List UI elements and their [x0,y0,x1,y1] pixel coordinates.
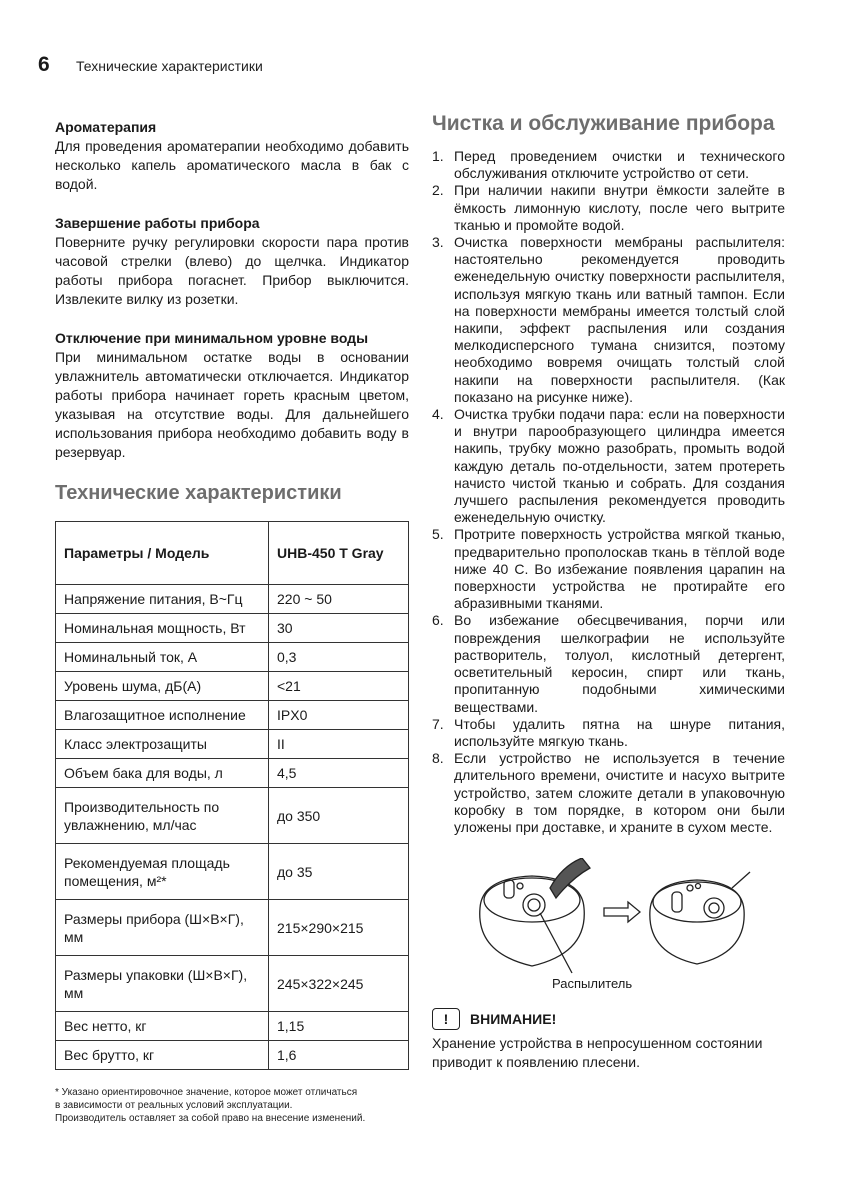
lowwater-title: Отключение при минимальном уровне воды [55,330,369,346]
row-value: 30 [269,614,409,643]
row-value: 245×322×245 [269,956,409,1012]
aroma-section [55,118,409,194]
list-item: 5. Протрите поверхность устройства мягкой тканью, предварительно прополоскав ткань в тёплой воде ниже 40 С. Во избежание появления царапин на поверхности устройства не протирайте его абразивными тканями. [432,526,785,612]
cleaning-steps [432,148,785,836]
step-text: Очистка поверхности мембраны распылителя: настоятельно рекомендуется проводить еженедельную очистку поверхности распылителя, используя мягкую ткань или ватный тампон. Если на поверхности мембраны имеется толстый слой накипи, эффект распыления или создания мелкодисперсного тумана снизится, поэтому необходимо вовремя очищать толстый слой накипи на поверхности распылителя. (Как показано на рисунке ниже). [454,234,785,405]
row-label: Размеры упаковки (Ш×В×Г), мм [56,956,269,1012]
nebulizer-figure [432,858,785,1008]
table-row [56,643,409,672]
row-value: 220 ~ 50 [269,585,409,614]
step-text: Чтобы удалить пятна на шнуре питания, используйте мягкую ткань. [454,715,785,749]
row-value: до 350 [269,788,409,844]
step-text: Очистка трубки подачи пара: если на поверхности и внутри парообразующего цилиндра имеется накипь, трубку можно разобрать, промыть водой каждую деталь по-отдельности, затем протереть начисто чистой тканью и собрать. Для создания лучшего распыления рекомендуется проводить еженедельную очистку. [454,406,785,526]
table-header-param: Параметры / Модель [56,522,269,585]
finish-title: Завершение работы прибора [55,215,260,231]
specs-table [55,521,409,1070]
table-row [56,585,409,614]
row-value: 1,15 [269,1012,409,1041]
step-text: При наличии накипи внутри ёмкости залейте в ёмкость лимонную кислоту, после чего вытрите тканью и промойте водой. [454,182,785,233]
row-value: до 35 [269,844,409,900]
page-number: 6 [38,53,50,76]
row-value: 4,5 [269,759,409,788]
list-item: 3. Очистка поверхности мембраны распылителя: настоятельно рекомендуется проводить еженедельную очистку поверхности распылителя, используя мягкую ткань или ватный тампон. Если на поверхности мембраны имеется толстый слой накипи, эффект распыления или создания мелкодисперсного тумана снизится, поэтому необходимо вовремя очищать толстый слой накипи на поверхности распылителя. (Как показано на рисунке ниже). [432,234,785,405]
table-header-row [56,522,409,585]
step-text: Перед проведением очистки и технического обслуживания отключите устройство от сети. [454,148,785,182]
list-item: 7. Чтобы удалить пятна на шнуре питания, используйте мягкую ткань. [432,715,785,749]
table-row [56,730,409,759]
table-row [56,788,409,844]
table-row [56,956,409,1012]
list-item: 6. Во избежание обесцвечивания, порчи или повреждения шелкографии не используйте растворитель, толуол, кислотный детергент, осветительный керосин, спирт или ткань, пропитанную подобными химическими веществами. [432,612,785,715]
warning-text: Хранение устройства в непросушенном состоянии приводит к появлению плесени. [432,1035,763,1071]
aroma-text: Для проведения ароматерапии необходимо добавить несколько капель ароматического масла в бак с водой. [55,138,409,192]
list-item: 4. Очистка трубки подачи пара: если на поверхности и внутри парообразующего цилиндра имеется накипь, трубку можно разобрать, промыть водой каждую деталь по-отдельности, затем протереть начисто чистой тканью и собрать. Для создания лучшего распыления рекомендуется проводить еженедельную очистку. [432,406,785,526]
aroma-title: Ароматерапия [55,119,157,135]
lowwater-section [55,329,409,462]
row-value: <21 [269,672,409,701]
row-label: Вес нетто, кг [56,1012,269,1041]
row-label: Влагозащитное исполнение [56,701,269,730]
left-column [55,118,409,1125]
footnote-line: в зависимости от реальных условий эксплуатации. [55,1100,293,1111]
row-value: 215×290×215 [269,900,409,956]
footnote [55,1086,409,1125]
cleaning-title: Чистка и обслуживание прибора [432,112,775,135]
row-value: IPX0 [269,701,409,730]
row-label: Вес брутто, кг [56,1041,269,1070]
warning-icon: ! [432,1008,460,1030]
figure-label: Распылитель [552,976,633,992]
list-item: 1. Перед проведением очистки и технического обслуживания отключите устройство от сети. [432,148,785,182]
warning-head [432,1008,785,1030]
finish-text: Поверните ручку регулировки скорости пара против часовой стрелки (влево) до щелчка. Индикатор работы прибора погаснет. Прибор выключится. Извлеките вилку из розетки. [55,234,409,307]
row-label: Класс электрозащиты [56,730,269,759]
warning-block [432,1008,785,1072]
table-header-model: UHB-450 T Gray [269,522,409,585]
table-row [56,759,409,788]
footnote-line: Производитель оставляет за собой право на внесение изменений. [55,1113,366,1124]
step-text: Если устройство не используется в течение длительного времени, очистите и насухо вытрите устройство, затем сложите детали в упаковочную коробку в том порядке, в котором они были уложены при доставке, и храните в сухом месте. [454,750,785,835]
header-title: Технические характеристики [76,58,263,74]
row-label: Уровень шума, дБ(А) [56,672,269,701]
table-row [56,900,409,956]
step-text: Протрите поверхность устройства мягкой тканью, предварительно прополоскав ткань в тёплой воде ниже 40 С. Во избежание появления царапин на поверхности устройства не протирайте его абразивными тканями. [454,526,785,612]
finish-section [55,214,409,309]
list-item: 8. Если устройство не используется в течение длительного времени, очистите и насухо вытрите устройство, затем сложите детали в упаковочную коробку в том порядке, в котором они были уложены при доставке, и храните в сухом месте. [432,750,785,835]
row-label: Напряжение питания, В~Гц [56,585,269,614]
row-label: Номинальный ток, А [56,643,269,672]
table-row [56,1012,409,1041]
row-label: Номинальная мощность, Вт [56,614,269,643]
row-value: 1,6 [269,1041,409,1070]
row-label: Рекомендуемая площадь помещения, м²* [56,844,269,900]
table-row [56,701,409,730]
row-label: Размеры прибора (Ш×В×Г), мм [56,900,269,956]
page-header [38,53,263,77]
warning-title: ВНИМАНИЕ! [470,1011,557,1028]
list-item: 2. При наличии накипи внутри ёмкости залейте в ёмкость лимонную кислоту, после чего вытрите тканью и промойте водой. [432,182,785,233]
table-row [56,844,409,900]
right-column [432,112,785,1072]
row-label: Производительность по увлажнению, мл/час [56,788,269,844]
row-value: II [269,730,409,759]
lowwater-text: При минимальном остатке воды в основании увлажнитель автоматически отключается. Индикатор работы прибора начинает гореть красным цветом, указывая на отсутствие воды. Для дальнейшего использования прибора необходимо добавить воду в резервуар. [55,349,409,460]
table-row [56,672,409,701]
row-label: Объем бака для воды, л [56,759,269,788]
step-text: Во избежание обесцвечивания, порчи или повреждения шелкографии не используйте растворитель, толуол, кислотный детергент, осветительный керосин, спирт или ткань, пропитанную подобными химическими веществами. [454,612,785,715]
specs-title: Технические характеристики [55,482,342,504]
row-value: 0,3 [269,643,409,672]
table-row [56,614,409,643]
footnote-line: * Указано ориентировочное значение, которое может отличаться [55,1087,358,1098]
table-row [56,1041,409,1070]
